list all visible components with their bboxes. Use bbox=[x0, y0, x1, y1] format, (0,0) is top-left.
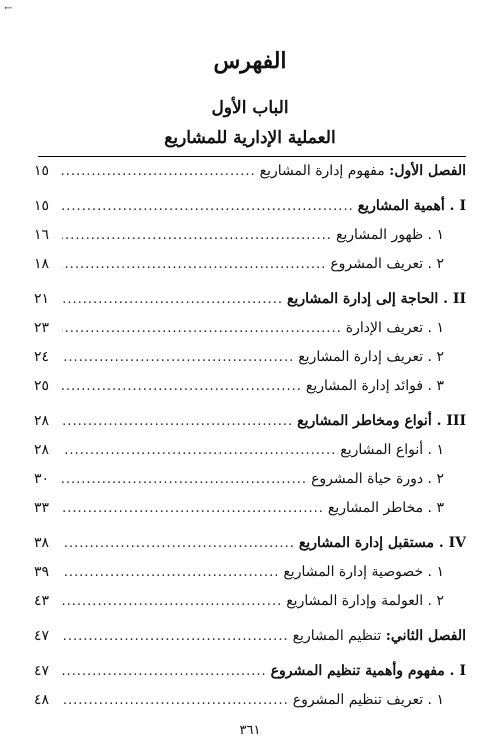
toc-entry-title bbox=[328, 494, 466, 523]
toc-entry bbox=[34, 587, 466, 616]
toc-entry bbox=[34, 657, 466, 686]
toc-entry-text: ١ . تعريف الإدارة bbox=[345, 320, 444, 336]
toc-entry-title bbox=[346, 314, 466, 343]
toc-entry bbox=[34, 622, 466, 651]
dot-leader bbox=[62, 622, 289, 651]
toc-entry-title bbox=[283, 558, 466, 587]
toc-chapter-prefix: الفصل الثاني: bbox=[385, 628, 466, 644]
part-heading: الباب الأول bbox=[211, 98, 289, 118]
toc-entry-title bbox=[299, 529, 466, 558]
toc-entry-text: III . أنواع ومخاطر المشاريع bbox=[297, 413, 466, 429]
toc-entry-title bbox=[306, 372, 466, 401]
toc-page-number: ٢٤ bbox=[34, 349, 50, 365]
dot-leader bbox=[62, 372, 302, 401]
toc-entry-text: ١ . تعريف تنظيم المشروع bbox=[292, 692, 444, 708]
toc-page-number: ١٦ bbox=[34, 227, 50, 243]
toc-entry bbox=[34, 192, 466, 221]
toc-entry-text: ٢ . دورة حياة المشروع bbox=[311, 471, 444, 487]
dot-leader bbox=[62, 587, 282, 616]
toc-entry-text: ١ . ظهور المشاريع bbox=[335, 227, 444, 243]
table-of-contents bbox=[34, 157, 466, 715]
toc-page-number: ٢١ bbox=[34, 291, 50, 307]
toc-entry-title bbox=[311, 465, 466, 494]
toc-page-number: ٢٥ bbox=[34, 378, 50, 394]
toc-entry-title bbox=[286, 587, 466, 616]
dot-leader bbox=[62, 494, 324, 523]
toc-entry bbox=[34, 285, 466, 314]
toc-entry-text: مفهوم إدارة المشاريع bbox=[259, 163, 390, 179]
toc-entry bbox=[34, 436, 466, 465]
toc-entry-text: ٢ . تعريف المشروع bbox=[330, 256, 444, 272]
toc-entry bbox=[34, 343, 466, 372]
dot-leader bbox=[62, 657, 267, 686]
toc-entry-text: ٢ . العولمة وإدارة المشاريع bbox=[286, 593, 444, 609]
toc-page-number: ٢٣ bbox=[34, 320, 50, 336]
toc-entry-text: ١ . أنواع المشاريع bbox=[340, 442, 444, 458]
toc-entry bbox=[34, 372, 466, 401]
toc-page-number: ٣٣ bbox=[34, 500, 50, 516]
toc-entry bbox=[34, 529, 466, 558]
dot-leader bbox=[62, 221, 332, 250]
corner-mark: ← bbox=[4, 3, 13, 14]
page-number: ٣٦١ bbox=[239, 723, 261, 738]
toc-entry-title bbox=[297, 407, 466, 436]
toc-entry bbox=[34, 558, 466, 587]
dot-leader bbox=[62, 686, 289, 715]
dot-leader bbox=[62, 465, 307, 494]
dot-leader bbox=[62, 192, 354, 221]
toc-page-number: ١٨ bbox=[34, 256, 50, 272]
dot-leader bbox=[62, 314, 342, 343]
toc-entry bbox=[34, 221, 466, 250]
toc-page-number: ٣٨ bbox=[34, 535, 50, 551]
toc-entry-text: ٣ . فوائد إدارة المشاريع bbox=[305, 378, 444, 394]
dot-leader bbox=[62, 157, 256, 186]
dot-leader bbox=[62, 436, 336, 465]
toc-entry-title bbox=[287, 285, 466, 314]
toc-entry-title bbox=[293, 686, 466, 715]
toc-entry-text: ٣ . مخاطر المشاريع bbox=[327, 500, 444, 516]
toc-entry-title bbox=[330, 250, 466, 279]
toc-entry-title bbox=[298, 343, 466, 372]
toc-entry-title bbox=[271, 657, 466, 686]
toc-entry-text: II . الحاجة إلى إدارة المشاريع bbox=[286, 291, 466, 307]
toc-entry-text: I . مفهوم وأهمية تنظيم المشروع bbox=[270, 663, 466, 679]
toc-entry-text: ١ . خصوصية إدارة المشاريع bbox=[283, 564, 444, 580]
toc-page-number: ٤٧ bbox=[34, 663, 50, 679]
toc-page-number: ٢٨ bbox=[34, 442, 50, 458]
toc-page-number: ١٥ bbox=[34, 163, 50, 179]
toc-entry bbox=[34, 250, 466, 279]
toc-entry-text: I . أهمية المشاريع bbox=[357, 198, 466, 214]
toc-entry-text: ٢ . تعريف إدارة المشاريع bbox=[298, 349, 444, 365]
toc-entry bbox=[34, 314, 466, 343]
dot-leader bbox=[62, 558, 279, 587]
toc-entry bbox=[34, 494, 466, 523]
part-subtitle: العملية الإدارية للمشاريع bbox=[164, 128, 336, 148]
toc-page-number: ٢٨ bbox=[34, 413, 50, 429]
toc-entry-title bbox=[358, 192, 466, 221]
toc-entry-title bbox=[340, 436, 466, 465]
dot-leader bbox=[62, 285, 283, 314]
dot-leader bbox=[62, 407, 293, 436]
toc-page-number: ٣٩ bbox=[34, 564, 50, 580]
toc-page-number: ١٥ bbox=[34, 198, 50, 214]
toc-entry-title bbox=[336, 221, 466, 250]
toc-entry-text: تنظيم المشاريع bbox=[292, 628, 386, 644]
toc-entry-title bbox=[260, 157, 466, 186]
toc-entry bbox=[34, 465, 466, 494]
toc-page-number: ٤٨ bbox=[34, 692, 50, 708]
toc-entry bbox=[34, 157, 466, 186]
dot-leader bbox=[62, 250, 326, 279]
page-title: الفهرس bbox=[213, 48, 287, 74]
toc-entry bbox=[34, 407, 466, 436]
toc-page-number: ٣٠ bbox=[34, 471, 50, 487]
toc-chapter-prefix: الفصل الأول: bbox=[389, 163, 466, 179]
toc-entry-title bbox=[293, 622, 466, 651]
dot-leader bbox=[62, 343, 294, 372]
toc-page-number: ٤٣ bbox=[34, 593, 50, 609]
dot-leader bbox=[62, 529, 295, 558]
toc-entry bbox=[34, 686, 466, 715]
toc-entry-text: IV . مستقبل إدارة المشاريع bbox=[298, 535, 466, 551]
toc-page-number: ٤٧ bbox=[34, 628, 50, 644]
